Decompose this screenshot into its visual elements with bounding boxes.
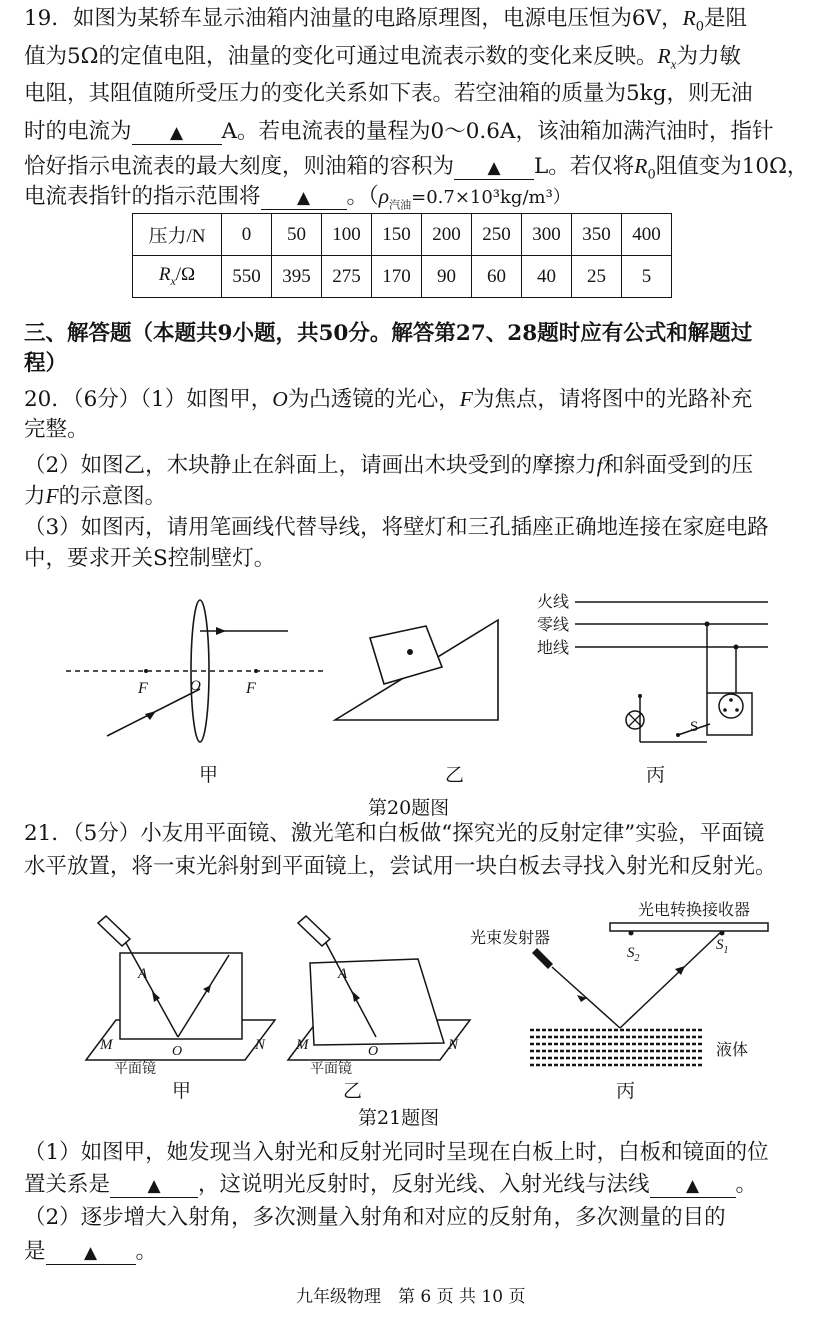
- focal-point: [144, 669, 148, 673]
- beam-emitter-icon: [532, 948, 553, 969]
- q21-p1-line-2: [24, 1171, 757, 1199]
- laser-pen-icon: [298, 916, 330, 946]
- q19-line-4: [24, 118, 773, 146]
- rho-symbol: ρ: [378, 184, 390, 208]
- q19-text: =0.7×10³kg/m³）: [411, 187, 571, 208]
- q19-text: 。（: [346, 184, 379, 209]
- blank-mark: ▲: [296, 188, 311, 208]
- q19-line-3: [24, 80, 752, 108]
- table-cell: 150: [372, 214, 422, 256]
- q20-text: 为焦点，请将图中的光路补充: [472, 387, 753, 412]
- q19-text: 阻值变为10Ω，: [655, 154, 809, 179]
- section-heading: 三、解答题（本题共9小题，共50分。解答第27、28题时应有公式和解题过: [24, 321, 753, 346]
- q21-text: 。: [735, 1172, 758, 1197]
- label-s1: [716, 937, 729, 956]
- q20-text: （2）如图乙，木块静止在斜面上，请画出木块受到的摩擦力: [24, 453, 597, 478]
- table-header-cell: 压力/N: [133, 214, 222, 256]
- answer-blank[interactable]: [110, 1175, 198, 1198]
- ray-arrow-icon: [145, 711, 156, 720]
- force-symbol: F: [45, 484, 59, 508]
- switch-contact: [638, 694, 642, 698]
- q20-line-1: [24, 385, 752, 414]
- q21-text: 是: [24, 1239, 46, 1264]
- table-cell: 170: [372, 256, 422, 298]
- table-cell: 275: [322, 256, 372, 298]
- circuit-diagram: [535, 592, 775, 752]
- q21-text: 。: [135, 1239, 158, 1264]
- table-cell: 90: [422, 256, 472, 298]
- q20-text: 的示意图。: [58, 484, 167, 509]
- q19-text: 时的电流为: [24, 119, 132, 144]
- label-o: O: [190, 678, 201, 694]
- label-m: M: [296, 1037, 309, 1053]
- q19-text: 电阻，其阻值随所受压力的变化关系如下表。若空油箱的质量为5kg，则无油: [24, 81, 753, 106]
- table-cell: 40: [522, 256, 572, 298]
- s-letter: S: [627, 945, 635, 961]
- rx-symbol: R: [657, 44, 671, 68]
- liquid-label: 液体: [716, 1042, 749, 1059]
- mirror-label: 平面镜: [114, 1062, 156, 1077]
- label-a: A: [138, 966, 148, 982]
- label-n: N: [448, 1037, 459, 1053]
- blank-mark: ▲: [685, 1176, 700, 1196]
- photoelectric-receiver: [610, 923, 768, 931]
- table-row: [133, 214, 672, 256]
- answer-blank[interactable]: [261, 187, 347, 210]
- mirror-diagram-yi: [280, 915, 475, 1085]
- blank-mark: ▲: [169, 123, 184, 143]
- label-m: M: [100, 1037, 113, 1053]
- liquid-hatching: [530, 1030, 702, 1065]
- q19-text: 值为5Ω的定值电阻，油量的变化可通过电流表示数的变化来反映。: [24, 44, 658, 69]
- fig20-caption-yi: 乙: [445, 764, 465, 786]
- q19-line-2: [24, 42, 741, 78]
- q21-text: ，这说明光反射时，反射光线、入射光线与法线: [198, 1172, 650, 1197]
- q19-text: 19．如图为某轿车显示油箱内油量的电路原理图，电源电压恒为6V，: [24, 6, 683, 31]
- q21-p2-line-1: （2）逐步增大入射角，多次测量入射角和对应的反射角，多次测量的目的: [24, 1205, 726, 1230]
- table-cell: 50: [272, 214, 322, 256]
- o-symbol: O: [272, 387, 288, 411]
- q20-line-4: [24, 482, 166, 511]
- table-row: [133, 256, 672, 298]
- table-cell: 550: [222, 256, 272, 298]
- incident-beam: [552, 967, 620, 1028]
- r0-subscript: 0: [695, 19, 704, 35]
- emitter-label: 光束发射器: [470, 930, 551, 947]
- unit-label: /Ω: [175, 264, 196, 286]
- q21-p2-line-2: [24, 1238, 157, 1266]
- table-cell: 400: [622, 214, 672, 256]
- answer-blank[interactable]: [454, 157, 534, 180]
- label-f-right: F: [246, 680, 256, 697]
- q20-line-5: （3）如图丙，请用笔画线代替导线，将壁灯和三孔插座正确地连接在家庭电路: [24, 515, 769, 540]
- q19-line-1: [24, 4, 747, 41]
- table-cell: 250: [472, 214, 522, 256]
- incline-diagram: [330, 600, 510, 730]
- ray-arrow-icon: [216, 627, 226, 635]
- blank-mark: ▲: [83, 1243, 98, 1263]
- q20-line-3: [24, 451, 753, 480]
- s-subscript: 1: [723, 945, 729, 956]
- q19-text: 恰好指示电流表的最大刻度，则油箱的容积为: [24, 154, 455, 179]
- label-f-left: F: [138, 680, 148, 697]
- answer-blank[interactable]: [46, 1242, 136, 1265]
- q20-line-6: 中，要求开关S控制壁灯。: [24, 546, 276, 571]
- rx-subscript: x: [170, 273, 176, 288]
- lens-diagram: [60, 598, 330, 768]
- fig21-caption-jia: 甲: [172, 1080, 192, 1102]
- q21-line-1: 21．（5分）小友用平面镜、激光笔和白板做“探究光的反射定律”实验，平面镜: [24, 821, 765, 846]
- f-symbol: F: [459, 387, 473, 411]
- table-cell: 100: [322, 214, 372, 256]
- label-n: N: [255, 1037, 266, 1053]
- fig20-caption-jia: 甲: [199, 764, 219, 786]
- fig20-caption: 第20题图: [368, 797, 450, 819]
- live-wire-label: 火线: [537, 594, 570, 611]
- table-cell: 350: [572, 214, 622, 256]
- q19-text: 是阻: [704, 6, 748, 31]
- mirror-diagram-jia: [80, 915, 280, 1085]
- mirror-label: 平面镜: [310, 1062, 352, 1077]
- table-cell: 0: [222, 214, 272, 256]
- q21-text: 置关系是: [24, 1172, 111, 1197]
- answer-blank[interactable]: [132, 122, 222, 145]
- tilted-white-board: [310, 959, 444, 1045]
- page-footer: 九年级物理 第 6 页 共 10 页: [296, 1287, 526, 1307]
- neutral-wire-label: 零线: [537, 617, 570, 634]
- friction-symbol: f: [596, 453, 603, 477]
- section-heading-cont: 程）: [24, 351, 68, 376]
- table-cell: 200: [422, 214, 472, 256]
- point-s1: [720, 931, 725, 936]
- label-o: O: [368, 1044, 379, 1059]
- r0-subscript: 0: [647, 167, 656, 183]
- fig21-caption: 第21题图: [358, 1107, 440, 1129]
- s-letter: S: [716, 937, 724, 953]
- q20-text: 为凸透镜的光心，: [287, 387, 460, 412]
- r0-symbol: R: [682, 6, 696, 30]
- q19-text: L。若仅将: [534, 154, 635, 179]
- table-cell: 5: [622, 256, 672, 298]
- socket-pin: [735, 708, 739, 712]
- socket-pin: [729, 698, 733, 702]
- q19-text: 电流表指针的指示范围将: [24, 184, 261, 209]
- rho-subscript: 汽油: [389, 198, 412, 212]
- q21-line-2: 水平放置，将一束光斜射到平面镜上，尝试用一块白板去寻找入射光和反射光。: [24, 854, 777, 879]
- reflected-beam: [620, 931, 722, 1028]
- table-cell: 300: [522, 214, 572, 256]
- q20-text: 和斜面受到的压: [602, 453, 754, 478]
- liquid-level-diagram: [470, 895, 800, 1085]
- q20-text: 20．（6分）（1）如图甲，: [24, 387, 273, 412]
- r0-symbol: R: [634, 154, 648, 178]
- q20-text: 力: [24, 484, 46, 509]
- fig21-caption-yi: 乙: [343, 1080, 363, 1102]
- ground-wire-label: 地线: [537, 640, 570, 657]
- blank-mark: ▲: [487, 158, 501, 178]
- q19-text: 为力敏: [676, 44, 741, 69]
- label-o: O: [172, 1044, 183, 1059]
- table-header-cell: [133, 256, 222, 298]
- label-a: A: [338, 966, 348, 982]
- wooden-block: [370, 626, 442, 684]
- socket-pin: [723, 708, 727, 712]
- three-pin-socket-icon: [719, 694, 743, 718]
- table-cell: 60: [472, 256, 522, 298]
- focal-point: [254, 669, 258, 673]
- switch-label: S: [690, 719, 699, 735]
- receiver-label: 光电转换接收器: [638, 902, 751, 919]
- answer-blank[interactable]: [650, 1175, 736, 1198]
- fig21-caption-bing: 丙: [616, 1080, 636, 1102]
- s-subscript: 2: [634, 953, 640, 964]
- laser-pen-icon: [98, 916, 130, 946]
- point-s2: [629, 931, 634, 936]
- q19-text: A。若电流表的量程为0～0.6A，该油箱加满汽油时，指针: [221, 119, 774, 144]
- table-cell: 395: [272, 256, 322, 298]
- rx-symbol: R: [158, 264, 171, 286]
- table-cell: 25: [572, 256, 622, 298]
- rx-subscript: x: [670, 56, 677, 72]
- blank-mark: ▲: [147, 1176, 161, 1196]
- q21-p1-line-1: （1）如图甲，她发现当入射光和反射光同时呈现在白板上时，白板和镜面的位: [24, 1140, 769, 1165]
- q20-line-2: 完整。: [24, 417, 89, 442]
- block-center: [407, 649, 413, 655]
- pressure-resistance-table: [132, 213, 672, 298]
- label-s2: [627, 945, 640, 964]
- fig20-caption-bing: 丙: [646, 764, 666, 786]
